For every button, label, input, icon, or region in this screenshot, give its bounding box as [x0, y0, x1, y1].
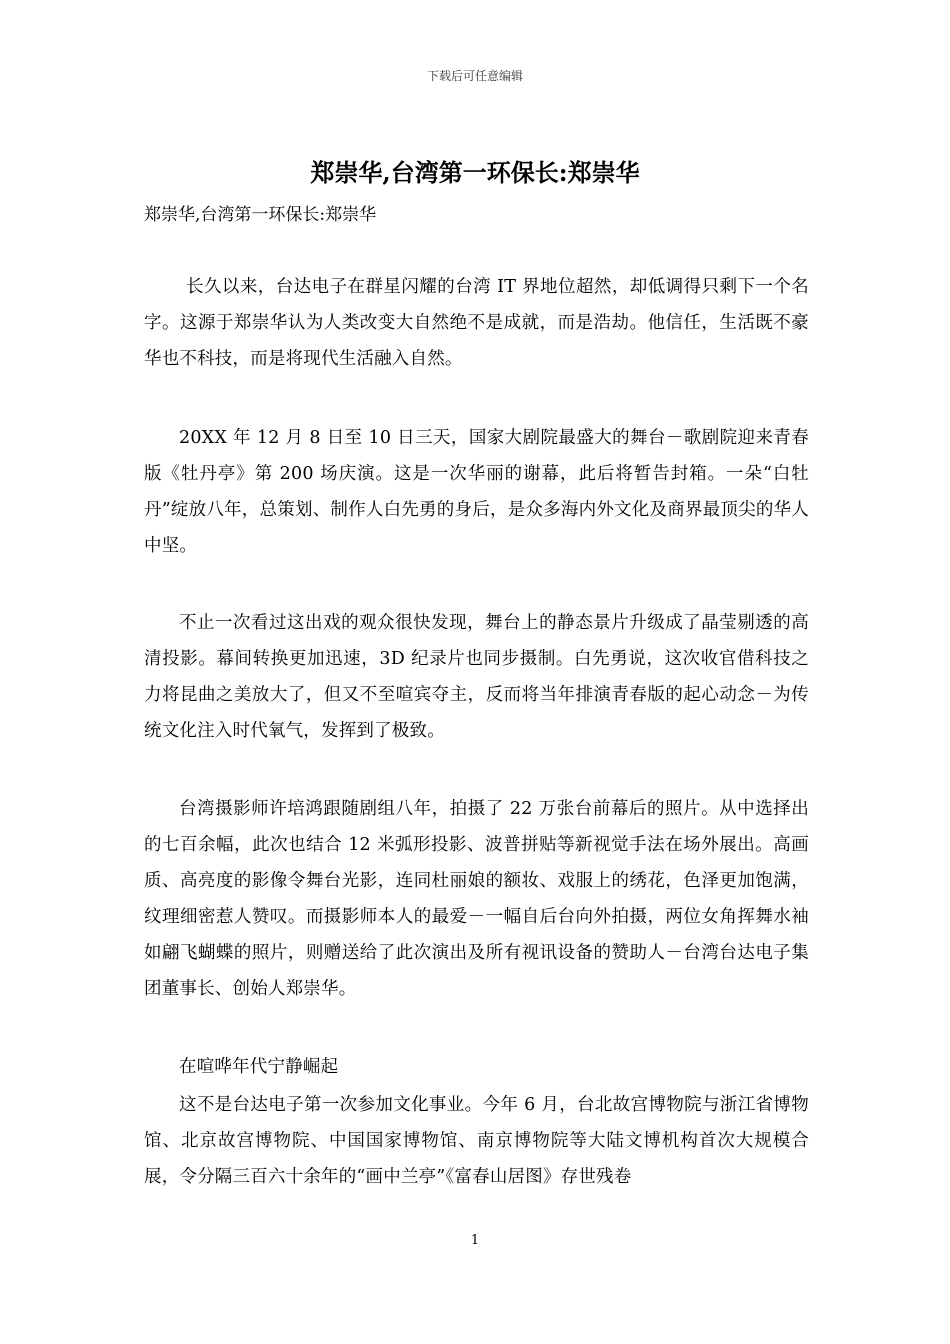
document-title: 郑崇华,台湾第一环保长:郑崇华	[310, 158, 640, 187]
paragraph-2: 20XX 年 12 月 8 日至 10 日三天，国家大剧院最盛大的舞台－歌剧院迎来青春版《牡丹亭》第 200 场庆演。这是一次华丽的谢幕，此后将暂告封箱。一朵“白牡丹”绽放八年，总策划、制作人白先勇的身后，是众多海内外文化及商界最顶尖的华人中坚。	[144, 428, 809, 556]
header-note: 下载后可任意编辑	[426, 69, 523, 83]
page-number: 1	[470, 1233, 480, 1248]
document-subtitle: 郑崇华,台湾第一环保长:郑崇华	[144, 205, 377, 225]
paragraph-3: 不止一次看过这出戏的观众很快发现，舞台上的静态景片升级成了晶莹剔透的高清投影。幕间转换更加迅速，3D 纪录片也同步摄制。白先勇说，这次收官借科技之力将昆曲之美放大了，但又不至喧宾夺主，反而将当年排演青春版的起心动念－为传统文化注入时代氧气，发挥到了极致。	[144, 613, 809, 741]
paragraph-5: 这不是台达电子第一次参加文化事业。今年 6 月，台北故宫博物院与浙江省博物馆、北京故宫博物院、中国国家博物馆、南京博物院等大陆文博机构首次大规模合展，令分隔三百六十余年的“画中兰亭”《富春山居图》存世残卷	[144, 1095, 809, 1187]
paragraph-1: 长久以来，台达电子在群星闪耀的台湾 IT 界地位超然，却低调得只剩下一个名字。这源于郑崇华认为人类改变大自然绝不是成就，而是浩劫。他信任，生活既不豪华也不科技，而是将现代生活融入自然。	[144, 277, 809, 369]
paragraph-4: 台湾摄影师许培鸿跟随剧组八年，拍摄了 22 万张台前幕后的照片。从中选择出的七百余幅，此次也结合 12 米弧形投影、波普拼贴等新视觉手法在场外展出。高画质、高亮度的影像令舞台光影，连同杜丽娘的额妆、戏服上的绣花，色泽更加饱满，纹理细密惹人赞叹。而摄影师本人的最爱－一幅自后台向外拍摄，两位女角挥舞水袖如翩飞蝴蝶的照片，则赠送给了此次演出及所有视讯设备的赞助人－台湾台达电子集团董事长、创始人郑崇华。	[144, 799, 809, 999]
section-heading: 在喧哗年代宁静崛起	[179, 1057, 339, 1077]
